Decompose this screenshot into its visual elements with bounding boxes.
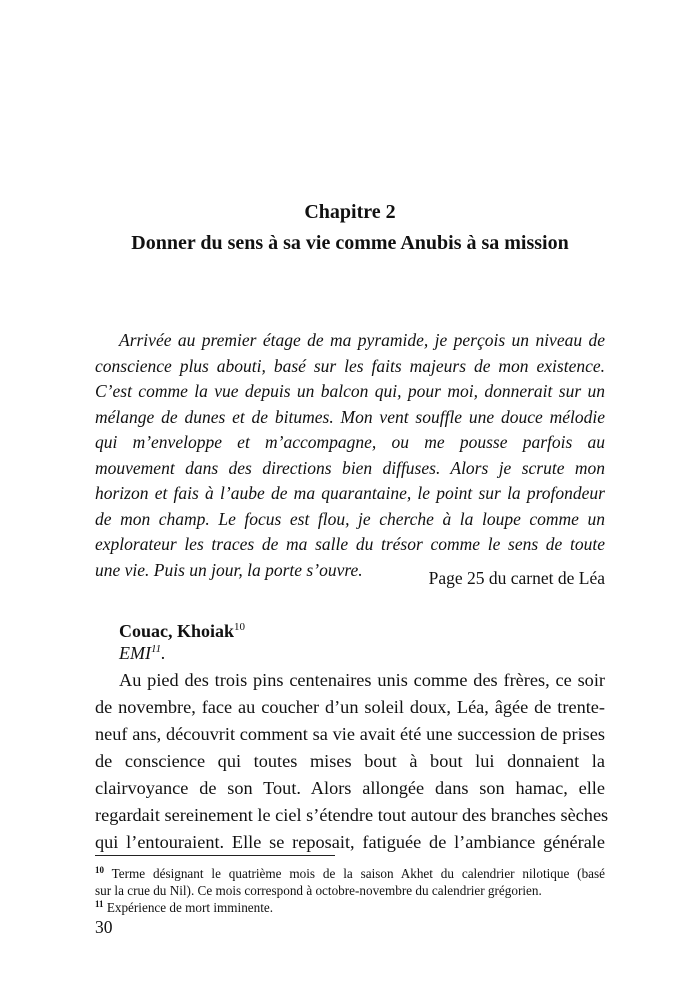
footnote: [95, 899, 605, 916]
epigraph-line: de mon champ. Le focus est flou, je cherche à la loupe comme un: [95, 508, 605, 529]
body-line: de novembre, face au coucher d’un soleil doux, Léa, âgée de trente-: [95, 697, 605, 717]
body-paragraph: [95, 667, 609, 856]
footnote-text: Expérience de mort imminente.: [106, 900, 274, 915]
footnote: [95, 865, 605, 899]
epigraph: [95, 328, 605, 583]
body-line: qui l’entouraient. Elle se reposait, fatiguée de l’ambiance générale: [95, 832, 605, 852]
epigraph-caption: Page 25 du carnet de Léa: [428, 568, 605, 588]
footnote-ref: 10: [234, 621, 246, 633]
footnote-line: sur la crue du Nil). Ce mois correspond à octobre-novembre du calendrier grégorien.: [95, 883, 542, 898]
footnote-text: Terme désignant le quatrième mois de la saison Akhet du calendrier nilotique (basé: [111, 866, 605, 881]
body-line: clairvoyance de son Tout. Alors allongée dans son hamac, elle: [95, 778, 605, 798]
subheading-end: .: [161, 643, 166, 663]
footnote-number: 10: [95, 865, 104, 875]
epigraph-line: conscience plus abouti, basé sur les faits majeurs de mon existence.: [95, 355, 605, 376]
subheading-text: EMI: [119, 643, 151, 663]
epigraph-line: mélange de dunes et de bitumes. Mon vent souffle une douce mélodie: [95, 406, 605, 427]
footnote-number: 11: [95, 899, 104, 909]
body-line: neuf ans, découvrit comment sa vie avait été une succession de prises: [95, 724, 605, 744]
epigraph-line: qui m’enveloppe et m’accompagne, ou me pousse parfois au: [95, 432, 605, 452]
section-subheading: [119, 641, 166, 665]
epigraph-line: mouvement dans des directions bien diffuses. Alors je scrute mon: [95, 457, 605, 478]
footnote-separator: [95, 855, 335, 856]
page-number: 30: [95, 917, 113, 937]
chapter-title: Donner du sens à sa vie comme Anubis à sa mission: [131, 232, 569, 254]
footnote-line: [95, 865, 605, 882]
footnote-line: [95, 900, 273, 915]
epigraph-line: Arrivée au premier étage de ma pyramide, je perçois un niveau de: [119, 330, 605, 350]
body-line: regardait sereinement le ciel s’étendre tout autour des branches sèches: [95, 805, 609, 825]
section-heading-text: Couac, Khoiak: [119, 621, 235, 641]
epigraph-line: explorateur les traces de ma salle du trésor comme le sens de toute: [95, 534, 605, 554]
epigraph-line: une vie. Puis un jour, la porte s’ouvre.: [95, 559, 363, 580]
epigraph-line: C’est comme la vue depuis un balcon qui, pour moi, donnerait sur un: [95, 381, 605, 401]
footnote-ref: 11: [150, 643, 162, 655]
epigraph-line: horizon et fais à l’aube de ma quarantaine, le point sur la profondeur: [95, 483, 605, 503]
body-line: de conscience qui toutes mises bout à bout lui donnaient la: [95, 751, 605, 771]
chapter-number: Chapitre 2: [304, 201, 396, 223]
body-line: Au pied des trois pins centenaires unis comme des frères, ce soir: [119, 670, 605, 690]
